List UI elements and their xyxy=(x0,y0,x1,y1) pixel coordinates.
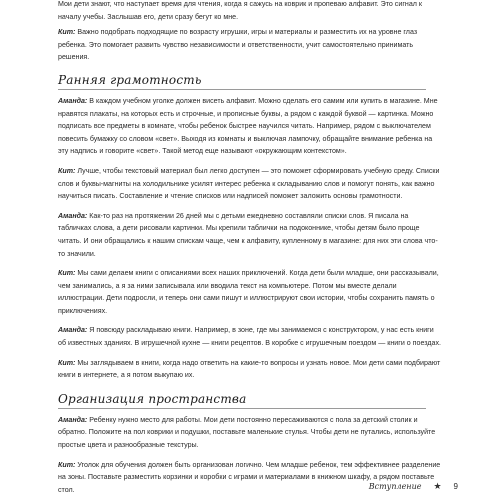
paragraph-text: Ребенку нужно место для работы. Мои дети постоянно пересаживаются с пола за детский столик и обратно. Положите на пол коврики и подушки, поставьте маленькие стулья. Чтобы дети не путались, используйте простые цвета и разнообразные текстуры. xyxy=(58,415,436,450)
dialogue-entry xyxy=(58,95,442,158)
heading-divider xyxy=(58,408,426,409)
paragraph-text: Мы заглядываем в книги, когда надо ответить на какие-то вопросы и узнать новое. Мои дети сами подбирают книги в интернете, а я потом выкупаю их. xyxy=(58,358,441,380)
page-footer xyxy=(369,481,458,492)
paragraph-text: В каждом учебном уголке должен висеть алфавит. Можно сделать его самим или купить в магазине. Мне нравятся плакаты, на которых есть и строчные, и прописные буквы, а рядом с каждой буквой — картинка. Можно подписать все предметы в комнате, чтобы ребенок быстрее научился читать. Например, рядом с выключателем повесить бумажку со словом «свет». Выходя из комнаты и выключая лампочку, обращайте внимание ребенка на эту надпись и говорите «свет». Такой метод еще называют «окружающим контекстом». xyxy=(58,96,438,156)
speaker-label: Кит: xyxy=(58,460,76,469)
intro-paragraph: Мои дети знают, что наступает время для чтения, когда я сажусь на коврик и пропеваю алфавит. Это сигнал к началу учебы. Заслышав его, дети сразу бегут ко мне. xyxy=(58,0,422,21)
paragraph-text: Лучше, чтобы текстовый материал был легко доступен — это поможет сформировать учебную среду. Списки слов и буквы-магниты на холодильнике усилят интерес ребенка к складыванию слов и помогут понять, как важно научиться писать. Составление и чтение списков или надписей поможет заложить основы грамотности. xyxy=(58,166,440,201)
paragraph-text: Мы сами делаем книги с описаниями всех наших приключений. Когда дети были младше, они рассказывали, чем занимались, а я за ними записывала или вводила текст на компьютере. Потом мы вместе делали иллюстрации. Дети подросли, и теперь они сами пишут и иллюстрируют свои истории, чтобы сохранить память о приключениях. xyxy=(58,269,439,315)
speaker-label: Аманда: xyxy=(58,326,88,335)
dialogue-entry xyxy=(58,267,442,317)
text-column xyxy=(58,0,442,496)
page-number: 9 xyxy=(453,482,458,491)
intro-kit-paragraph xyxy=(58,26,442,64)
paragraph-text: Как-то раз на протяжении 26 дней мы с детьми ежедневно составляли списки слов. Я писала на табличках слова, а дети рисовали картинки. Мы крепили таблички на подоконнике, чтобы детям было проще читать. И они обращались к нашим спискам чаще, чем к алфавиту, купленному в магазине: для них эти слова что-то значили. xyxy=(58,211,438,258)
speaker-label: Кит: xyxy=(58,28,76,37)
speaker-label: Аманда: xyxy=(58,211,88,220)
speaker-label: Кит: xyxy=(58,166,76,175)
dialogue-entry xyxy=(58,324,442,349)
section-heading-space-organization: Организация пространства xyxy=(58,391,247,406)
chapter-title: Вступление xyxy=(368,482,422,491)
dialogue-entry xyxy=(58,165,442,203)
star-icon: ★ xyxy=(433,481,442,491)
paragraph-text: Уголок для обучения должен быть организован логично. Чем младше ребенок, тем эффективнее разделение на зоны. Поставьте разместить корзинки и коробки с играми и материалами в книжном шкафу, а рядом поставьте стол. xyxy=(58,460,441,494)
heading-divider xyxy=(58,89,426,90)
speaker-label: Кит: xyxy=(58,269,76,278)
speaker-label: Аманда: xyxy=(58,415,88,424)
dialogue-entry xyxy=(58,210,442,260)
section-heading-early-literacy: Ранняя грамотность xyxy=(58,72,202,87)
paragraph-text: Важно подобрать подходящие по возрасту игрушки, игры и материалы и разместить их на уровне глаз ребенка. Это помогает развить чувство независимости и ответственности, учит самостоятельно принимать решения. xyxy=(58,28,418,62)
dialogue-entry xyxy=(58,357,442,382)
paragraph-text: Я повсюду раскладываю книги. Например, в зоне, где мы занимаемся с конструктором, у нас есть книги об известных зданиях. В игрушечной кухне — книги рецептов. В коробке с игрушечным поездом — книги о поездах. xyxy=(58,326,441,348)
dialogue-entry xyxy=(58,414,442,452)
speaker-label: Кит: xyxy=(58,358,76,367)
speaker-label: Аманда: xyxy=(58,96,88,105)
